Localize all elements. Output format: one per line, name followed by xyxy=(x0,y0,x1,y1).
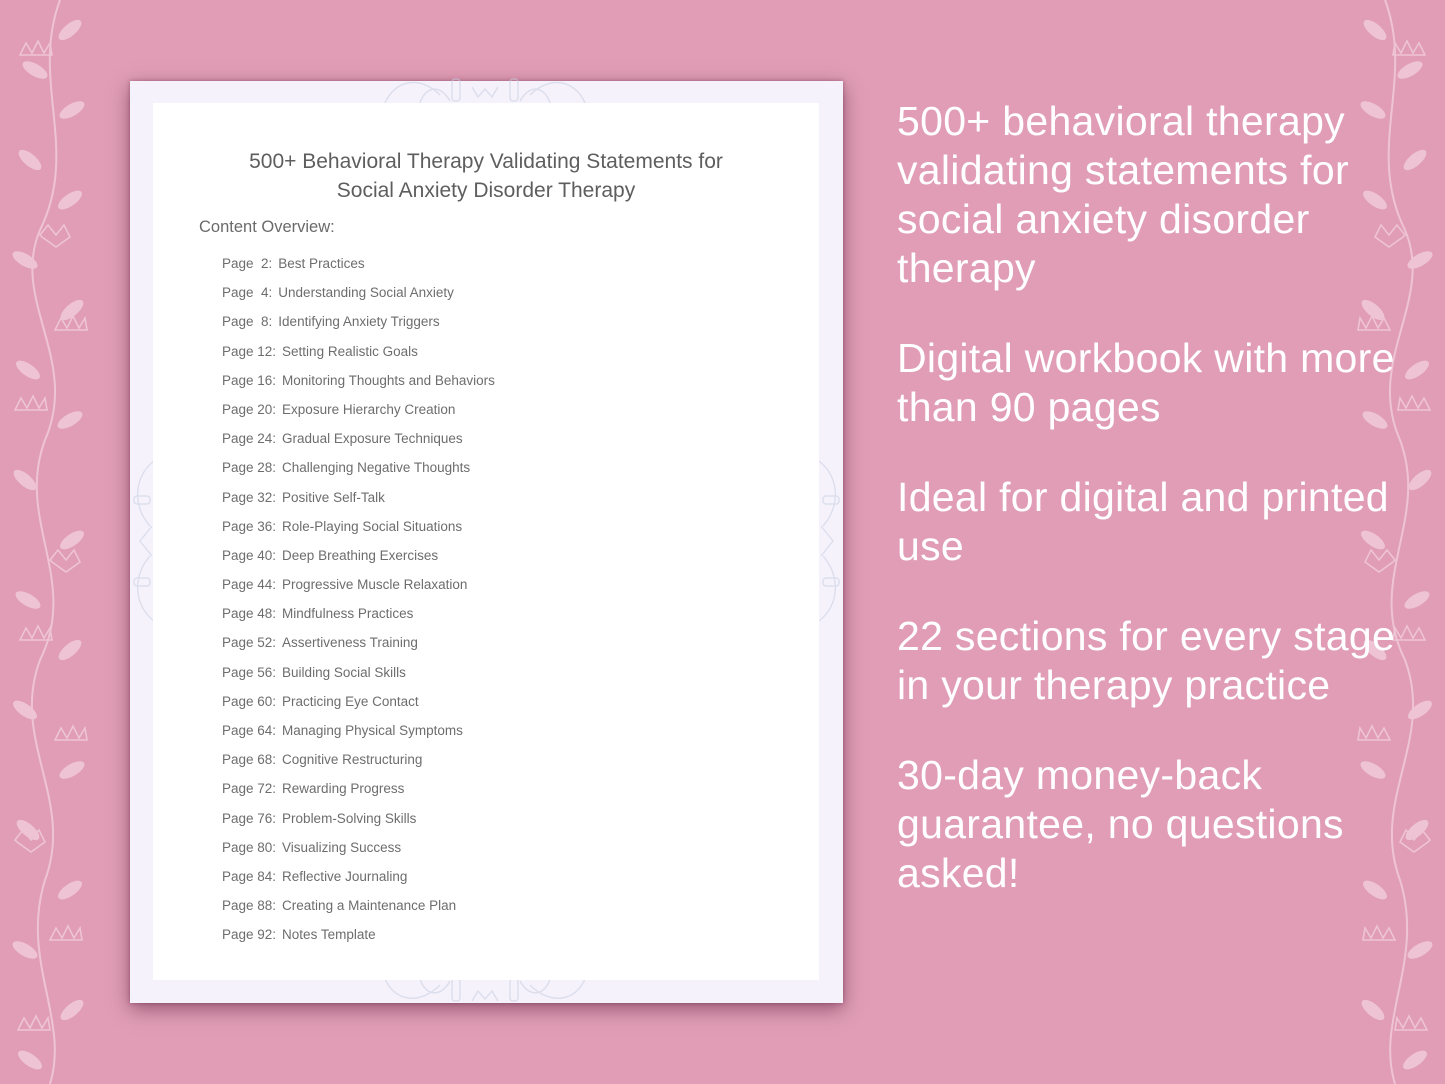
toc-topic: Mindfulness Practices xyxy=(282,606,414,622)
toc-page-number: Page 16: xyxy=(222,372,277,388)
toc-item xyxy=(222,283,495,312)
document-page-preview xyxy=(130,81,843,1003)
toc-item xyxy=(222,779,495,808)
document-sheet xyxy=(153,103,819,980)
toc-topic: Challenging Negative Thoughts xyxy=(282,460,471,476)
document-title-line-2: Social Anxiety Disorder Therapy xyxy=(336,179,636,202)
toc-topic: Best Practices xyxy=(278,256,365,271)
mandala-bottom-decoration xyxy=(380,977,590,1003)
toc-topic: Cognitive Restructuring xyxy=(282,752,423,768)
toc-topic: Assertiveness Training xyxy=(282,635,418,651)
toc-page-number: Page 44: xyxy=(222,577,277,593)
feature-list xyxy=(897,97,1417,939)
mandala-right-decoration xyxy=(819,456,843,626)
feature-digital-print: Ideal for digital and printed use xyxy=(897,474,1389,569)
toc-topic: Monitoring Thoughts and Behaviors xyxy=(282,372,495,388)
toc-page-number: Page 64: xyxy=(222,723,277,738)
toc-page-number: Page 4: xyxy=(222,285,273,301)
feature-sections: 22 sections for every stage in your therapy practice xyxy=(897,613,1396,708)
toc-item xyxy=(222,750,495,779)
toc-item xyxy=(222,517,495,546)
toc-topic: Setting Realistic Goals xyxy=(282,343,418,359)
toc-item xyxy=(222,488,495,517)
toc-topic: Role-Playing Social Situations xyxy=(282,518,463,534)
toc-item xyxy=(222,692,495,721)
toc-topic: Notes Template xyxy=(282,927,376,943)
table-of-contents xyxy=(222,254,495,955)
toc-topic: Creating a Maintenance Plan xyxy=(282,898,457,914)
toc-topic: Deep Breathing Exercises xyxy=(282,547,439,563)
toc-page-number: Page 80: xyxy=(222,839,277,855)
floral-vine-left-decoration xyxy=(0,0,110,1084)
toc-page-number: Page 88: xyxy=(222,898,277,914)
toc-item xyxy=(222,604,495,633)
toc-item xyxy=(222,575,495,604)
mandala-top-decoration xyxy=(380,75,590,105)
toc-page-number: Page 24: xyxy=(222,431,277,447)
toc-topic: Managing Physical Symptoms xyxy=(282,723,463,738)
toc-page-number: Page 2: xyxy=(222,256,273,271)
toc-item xyxy=(222,400,495,429)
toc-topic: Reflective Journaling xyxy=(282,868,408,884)
toc-item xyxy=(222,546,495,575)
toc-item xyxy=(222,721,495,750)
feature-statements-count: 500+ behavioral therapy validating statements for social anxiety disorder therapy xyxy=(897,98,1349,291)
toc-topic: Understanding Social Anxiety xyxy=(278,285,454,301)
toc-page-number: Page 40: xyxy=(222,547,277,563)
toc-item xyxy=(222,896,495,925)
feature-page-count: Digital workbook with more than 90 pages xyxy=(897,335,1395,430)
toc-item xyxy=(222,925,495,954)
toc-topic: Identifying Anxiety Triggers xyxy=(278,314,440,330)
toc-page-number: Page 56: xyxy=(222,664,277,680)
toc-item xyxy=(222,312,495,341)
toc-page-number: Page 72: xyxy=(222,781,277,797)
toc-page-number: Page 28: xyxy=(222,460,277,476)
toc-page-number: Page 36: xyxy=(222,518,277,534)
toc-item xyxy=(222,867,495,896)
toc-item xyxy=(222,809,495,838)
toc-item xyxy=(222,838,495,867)
toc-topic: Problem-Solving Skills xyxy=(282,810,417,826)
toc-page-number: Page 12: xyxy=(222,343,277,359)
toc-item xyxy=(222,429,495,458)
content-overview-label: Content Overview: xyxy=(199,218,335,236)
toc-page-number: Page 52: xyxy=(222,635,277,651)
toc-item xyxy=(222,254,495,283)
document-title xyxy=(153,147,819,205)
toc-topic: Gradual Exposure Techniques xyxy=(282,431,463,447)
toc-item xyxy=(222,371,495,400)
toc-page-number: Page 20: xyxy=(222,401,277,417)
toc-page-number: Page 8: xyxy=(222,314,273,330)
toc-item xyxy=(222,458,495,487)
toc-page-number: Page 60: xyxy=(222,693,277,709)
toc-page-number: Page 48: xyxy=(222,606,277,622)
toc-topic: Visualizing Success xyxy=(282,839,402,855)
toc-page-number: Page 68: xyxy=(222,752,277,768)
feature-guarantee: 30-day money-back guarantee, no questions asked! xyxy=(897,752,1344,896)
toc-item xyxy=(222,663,495,692)
toc-page-number: Page 92: xyxy=(222,927,277,943)
toc-topic: Building Social Skills xyxy=(282,664,406,680)
toc-item xyxy=(222,633,495,662)
toc-topic: Rewarding Progress xyxy=(282,781,405,797)
toc-topic: Positive Self-Talk xyxy=(282,489,385,505)
document-title-line-1: 500+ Behavioral Therapy Validating Statements for xyxy=(249,150,723,173)
toc-page-number: Page 32: xyxy=(222,489,277,505)
toc-topic: Practicing Eye Contact xyxy=(282,693,419,709)
toc-topic: Exposure Hierarchy Creation xyxy=(282,401,456,417)
toc-page-number: Page 84: xyxy=(222,868,277,884)
toc-page-number: Page 76: xyxy=(222,810,277,826)
toc-topic: Progressive Muscle Relaxation xyxy=(282,577,468,593)
mandala-left-decoration xyxy=(130,456,154,626)
toc-item xyxy=(222,342,495,371)
